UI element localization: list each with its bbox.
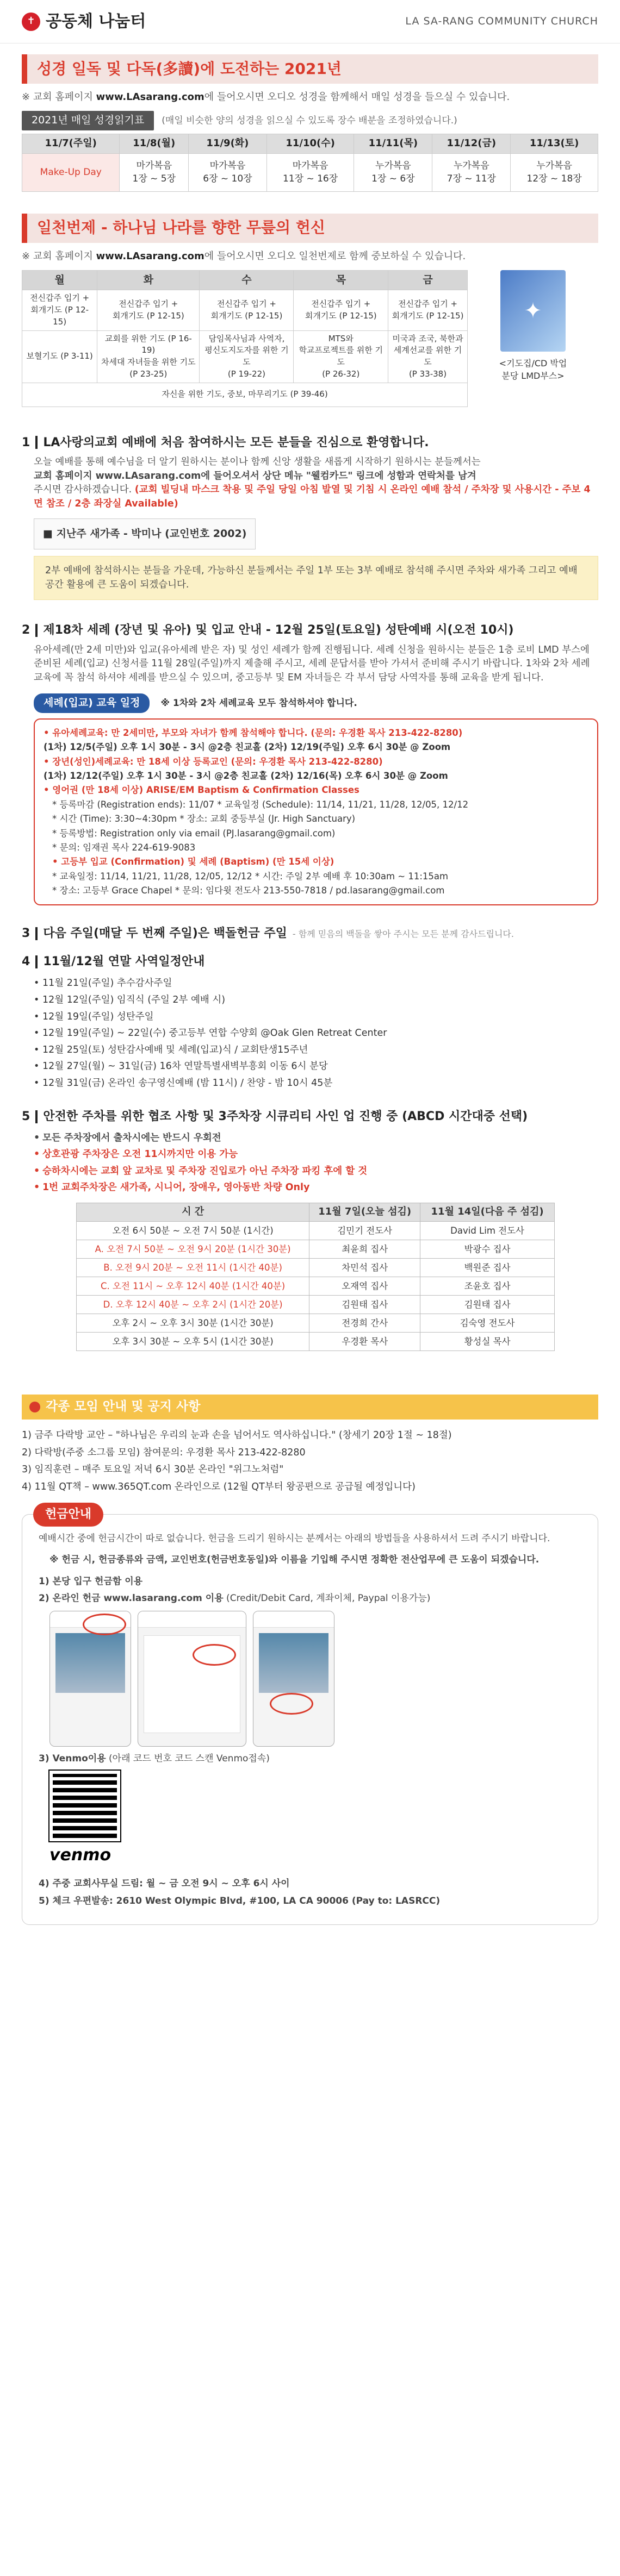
reading-passage: 누가복음 1장 ~ 6장 [354, 153, 432, 191]
security-cell: 조윤호 집사 [420, 1277, 555, 1296]
security-cell: 차민석 집사 [309, 1259, 420, 1277]
bible-reading-title: 성경 일독 및 다독(多讀)에 도전하는 2021년 [37, 59, 342, 78]
baptism-schedule-box [34, 718, 598, 906]
baptism-line: • 영어권 (만 18세 이상) ARISE/EM Baptism & Confirmation Classes [44, 785, 359, 796]
notice-1-text: 오늘 예배를 통해 예수님을 더 알기 원하시는 분이나 함께 신앙 생활을 새롭게 시작하기 원하시는 분들께서는 교회 홈페이지 www.LAsarang.com에 들어오셔서 상단 메뉴 "웰컴카드" 링크에 성함과 연락처를 남겨 주시면 감사하겠습니다. (교회 빌딩내 마스크 착용 및 주일 당일 아침 발열 및 기침 시 온라인 예배 참석 / 주차장 및 사용시간 - 주보 4면 참조 / 2층 좌장실 Available) [34, 457, 591, 509]
offering-method-4: 4) 주중 교회사무실 드림: 월 ~ 금 오전 9시 ~ 오후 6시 사이 [39, 1878, 290, 1889]
offering-tag: 헌금안내 [33, 1503, 103, 1527]
venmo-logo: venmo [49, 1846, 111, 1865]
notice-3: 3 다음 주일(매달 두 번째 주일)은 백돌헌금 주일 - 함께 믿음의 백돌을 쌓아 주시는 모든 분께 감사드립니다. [22, 925, 598, 942]
prayer-cd-caption: <기도집/CD 박업 분당 LMD부스> [499, 358, 567, 381]
site-link-2[interactable]: www.LAsarang.com [96, 250, 204, 262]
notice-1-title: LA사랑의교회 예배에 처음 참여하시는 모든 분들을 진심으로 환영합니다. [43, 435, 429, 449]
prayer-cd [479, 270, 587, 407]
security-cell: 우경환 목사 [309, 1333, 420, 1351]
notice-5: 5 안전한 주차를 위한 협조 사항 및 3주차장 시큐리티 사인 업 진행 중 (ABCD 시간대중 선택) • 모든 주차장에서 출차시에는 반드시 우회전 • 상호관광 주차장은 오전 11시까지만 이용 가능 • 승하차시에는 교회 앞 교차로 및 주차장 진입로가 아닌 주차장 파킹 후에 할 것 • 1번 교회주차장은 새가족, 시니어, 장애우, 영아동반 차량 Only 시 간 11월 7일(오늘 섬김) 11월 14일(다음 주 섬김) 오전 6시 50분 ~ 오전 7시 50분 (1시간) 김민기 전도사 David Lim 전도사 A. 오전 7시 50분 ~ 오전 9시 20분 (1시간 30분) 최윤희 집사 박광수 집사 B. 오전 9시 20분 ~ 오전 11시 (1시간 40분) 차민석 집사 백원준 집사 C. 오전 11시 ~ 오후 12시 40분 (1시간 40분) 오재역 집사 조윤호 집사 D. 오후 12시 40분 ~ 오후 2시 (1시간 20분) 김원태 집사 김원태 집사 오후 2시 ~ 오후 3시 30분 (1시간 30분) 전경희 간사 김숙영 전도사 오후 3시 30분 ~ 오후 5시 (1시간 30분) 우경환 목사 황성실 목사 [22, 1108, 598, 1351]
reading-day: 11/12(금) [432, 134, 511, 153]
notice-2: 2 제18차 세례 (장년 및 유아) 및 입교 안내 - 12월 25일(토요일) 성탄예배 시(오전 10시) 유아세례(만 2세 미만)와 입교(유아세례 받은 자) 및 성인 세례가 함께 진행됩니다. 세례 신청을 원하시는 분들은 1층 로비 LMD 부스에 준비된 세례(입교) 신청서를 11월 28일(주일)까지 제출해 주시고, 세례 문답서를 받아 가셔서 준비해 주시기 바랍니다. 1차와 2차 세례 교육에 꼭 참석 하셔야 세례를 받으실 수 있으며, 중고등부 및 EM 자녀들은 각 부서 담당 사역자를 통해 교육을 받게 됩니다. 세례(입교) 교육 일정 ※ 1차와 2차 세례교육 모두 참석하셔야 합니다. • 유아세례교육: 만 2세미만, 부모와 자녀가 함께 참석해야 합니다. (문의: 우경환 목사 213-422-8280) (1차) 12/5(주일) 오후 1시 30분 - 3시 @2층 친교홀 (2차) 12/19(주일) 오후 6시 30분 @ Zoom • 장년(성인)세례교육: 만 18세 이상 등록교인 (문의: 우경환 목사 213-422-8280) (1차) 12/12(주일) 오후 1시 30분 - 3시 @2층 친교홀 (2차) 12/16(목) 오후 6시 30분 @ Zoom • 영어권 (만 18세 이상) ARISE/EM Baptism & Confirmation Classes * 등록마감 (Registration ends): 11/07 * 교육일정 (Schedule): 11/14, 11/21, 11/28, 12/05, 12/12 * 시간 (Time): 3:30~4:30pm * 장소: 교회 중등부실 (Jr. High Sanctuary) * 등록방법: Registration only via email (PJ.lasarang@gmail.com) * 문의: 임재권 목사 224-619-9083 • 고등부 입교 (Confirmation) 및 세례 (Baptism) (만 15세 이상) * 교육일정: 11/14, 11/21, 11/28, 12/05, 12/12 * 시간: 주일 2부 예배 후 10:30am ~ 11:15am * 장소: 고등부 Grace Chapel * 문의: 임다윗 전도사 213-550-7818 / pd.lasarang@gmail.com [22, 622, 598, 905]
step-screenshot-1 [49, 1611, 131, 1747]
step-screenshot-3 [253, 1611, 334, 1747]
event-item: • 12월 12일(주일) 임직식 (주일 2부 예배 시) [34, 992, 598, 1009]
table-row [77, 1314, 555, 1333]
offering-note: ※ 헌금 시, 헌금종류와 금액, 교인번호(헌금번호동일)와 이름을 기입해 주시면 정확한 전산업무에 큰 도움이 되겠습니다. [49, 1554, 540, 1565]
security-col-header: 11월 7일(오늘 섬김) [309, 1203, 420, 1222]
reading-passage: 누가복음 7장 ~ 11장 [432, 153, 511, 191]
announcements-banner [22, 1395, 598, 1420]
security-cell: 김원태 집사 [309, 1296, 420, 1314]
baptism-line: • 유아세례교육: 만 2세미만, 부모와 자녀가 함께 참석해야 합니다. (문의: 우경환 목사 213-422-8280) [44, 727, 463, 738]
security-cell: C. 오전 11시 ~ 오후 12시 40분 (1시간 40분) [77, 1277, 309, 1296]
event-list [34, 975, 598, 1091]
table-row [77, 1222, 555, 1240]
security-cell: 오재역 집사 [309, 1277, 420, 1296]
prayer-cell: MTS와 학교프로젝트를 위한 기도 (P 26-32) [294, 330, 388, 383]
prayer-day: 목 [294, 270, 388, 290]
service-request-note: 2부 예배에 참석하시는 분들을 가운데, 가능하신 분들께서는 주일 1부 또는 3부 예배로 참석해 주시면 주차와 새가족 그리고 예배 공간 활용에 큰 도움이 되겠습니다. [34, 556, 598, 600]
baptism-line: * 교육일정: 11/14, 11/21, 11/28, 12/05, 12/12 * 시간: 주일 2부 예배 후 10:30am ~ 11:15am [52, 871, 449, 881]
prayer-day: 금 [388, 270, 468, 290]
baptism-line: * 등록방법: Registration only via email (PJ.lasarang@gmail.com) [52, 828, 336, 839]
security-cell: 오후 3시 30분 ~ 오후 5시 (1시간 30분) [77, 1333, 309, 1351]
bible-reading-banner [22, 54, 598, 84]
security-cell: A. 오전 7시 50분 ~ 오전 9시 20분 (1시간 30분) [77, 1240, 309, 1259]
brand-logo [22, 10, 146, 34]
parking-rule: • 모든 주차장에서 출차시에는 반드시 우회전 [34, 1130, 598, 1147]
security-cell: David Lim 전도사 [420, 1222, 555, 1240]
prayer-note: ※ 교회 홈페이지 www.LAsarang.com에 들어오시면 오디오 일천번제로 함께 중보하실 수 있습니다. [22, 250, 466, 262]
bible-reading-note: ※ 교회 홈페이지 www.LAsarang.com에 들어오시면 오디오 성경을 함께해서 매일 성경을 들으실 수 있습니다. [22, 91, 510, 103]
event-item: • 12월 25일(토) 성탄감사예배 및 세례(입교)식 / 교회탄생15주년 [34, 1042, 598, 1059]
prayer-day: 수 [200, 270, 294, 290]
brand-title: 공동체 나눔터 [46, 11, 146, 31]
baptism-line: (1차) 12/12(주일) 오후 1시 30분 - 3시 @2층 친교홀 (2차) 12/16(목) 오후 6시 30분 @ Zoom [44, 770, 448, 781]
event-item: • 12월 19일(주일) 성탄주일 [34, 1009, 598, 1026]
notice-2-text: 유아세례(만 2세 미만)와 입교(유아세례 받은 자) 및 성인 세례가 함께 진행됩니다. 세례 신청을 원하시는 분들은 1층 로비 LMD 부스에 준비된 세례(입교) 신청서를 11월 28일(주일)까지 제출해 주시고, 세례 문답서를 받아 가셔서 준비해 주시기 바랍니다. 1차와 2차 세례 교육에 꼭 참석 하셔야 세례를 받으실 수 있으며, 중고등부 및 EM 자녀들은 각 부서 담당 사역자를 통해 교육을 받게 됩니다. [34, 645, 590, 683]
notice-4-title: 11월/12월 연말 사역일정안내 [43, 955, 205, 969]
security-cell: 백원준 집사 [420, 1259, 555, 1277]
reading-table [22, 134, 598, 192]
prayer-cell: 교회를 위한 기도 (P 16-19) 차세대 자녀들을 위한 기도 (P 23-25) [97, 330, 200, 383]
event-item: • 12월 19일(주일) ~ 22일(수) 중고등부 연합 수양회 @Oak Glen Retreat Center [34, 1025, 598, 1042]
baptism-line: * 시간 (Time): 3:30~4:30pm * 장소: 교회 중등부실 (Jr. High Sanctuary) [52, 814, 356, 824]
parking-rule: • 1번 교회주차장은 새가족, 시니어, 장애우, 영아동반 차량 Only [34, 1179, 598, 1196]
event-item: • 11월 21일(주일) 추수감사주일 [34, 975, 598, 992]
security-cell: 오전 6시 50분 ~ 오전 7시 50분 (1시간) [77, 1222, 309, 1240]
announcement-item: 3) 임직훈련 – 매주 토요일 저녁 6시 30분 온라인 "위그노처럼" [22, 1464, 284, 1475]
prayer-cell: 전신갑주 입기 + 회개기도 (P 12-15) [200, 290, 294, 330]
table-row [77, 1333, 555, 1351]
reading-day: 11/11(목) [354, 134, 432, 153]
baptism-note: ※ 1차와 2차 세례교육 모두 참석하셔야 합니다. [160, 698, 357, 709]
parking-rules [34, 1130, 598, 1197]
security-cell: 김민기 전도사 [309, 1222, 420, 1240]
baptism-schedule-pill: 세례(입교) 교육 일정 [34, 693, 150, 713]
announcement-item: 1) 금주 다락방 교안 – "하나님은 우리의 눈과 손을 넘어서도 역사하십니다." (창세기 20장 1절 ~ 18절) [22, 1430, 452, 1441]
reading-passage: 마가복음 11장 ~ 16장 [266, 153, 354, 191]
church-logo-icon: ✝ [22, 12, 40, 31]
event-item: • 12월 31일(금) 온라인 송구영신예배 (밤 11시) / 찬양 - 밤 10시 45분 [34, 1075, 598, 1092]
notice-1: 1 LA사랑의교회 예배에 처음 참여하시는 모든 분들을 진심으로 환영합니다. 오늘 예배를 통해 예수님을 더 알기 원하시는 분이나 함께 신앙 생활을 새롭게 시작하기 원하시는 분들께서는 교회 홈페이지 www.LAsarang.com에 들어오셔서 상단 메뉴 "웰컴카드" 링크에 성함과 연락처를 남겨 주시면 감사하겠습니다. (교회 빌딩내 마스크 착용 및 주일 당일 아침 발열 및 기침 시 온라인 예배 참석 / 주차장 및 사용시간 - 주보 4면 참조 / 2층 좌장실 Available) ■ 지난주 새가족 - 박미나 (교인번호 2002) 2부 예배에 참석하시는 분들을 가운데, 가능하신 분들께서는 주일 1부 또는 3부 예배로 참석해 주시면 주차와 새가족 그리고 예배 공간 활용에 큰 도움이 되겠습니다. [22, 434, 598, 601]
security-cell: 김숙영 전도사 [420, 1314, 555, 1333]
reading-day: 11/13(토) [511, 134, 598, 153]
offering-method-3: 3) Venmo이용 (아래 코드 번호 코드 스캔 Venmo접속) [39, 1753, 270, 1764]
new-family-box: ■ 지난주 새가족 - 박미나 (교인번호 2002) [34, 518, 256, 550]
prayer-cell: 전신갑주 입기 + 회개기도 (P 12-15) [97, 290, 200, 330]
prayer-cell: 전신갑주 입기 + 회개기도 (P 12-15) [294, 290, 388, 330]
announcement-item: 2) 다락방(주중 소그룹 모임) 참여문의: 우경환 목사 213-422-8280 [22, 1447, 306, 1458]
prayer-day: 월 [22, 270, 97, 290]
prayer-cell: 보혈기도 (P 3-11) [22, 330, 97, 383]
reading-day: 11/9(화) [189, 134, 267, 153]
security-cell: 전경희 간사 [309, 1314, 420, 1333]
table-row [77, 1259, 555, 1277]
parking-rule: • 상호관광 주차장은 오전 11시까지만 이용 가능 [34, 1146, 598, 1163]
offering-screenshots [49, 1611, 581, 1747]
security-cell: B. 오전 9시 20분 ~ 오전 11시 (1시간 40분) [77, 1259, 309, 1277]
prayer-banner [22, 214, 598, 243]
baptism-line: * 장소: 고등부 Grace Chapel * 문의: 임다윗 전도사 213-550-7818 / pd.lasarang@gmail.com [52, 885, 445, 896]
venmo-qr-code[interactable] [49, 1771, 120, 1841]
baptism-line: • 고등부 입교 (Confirmation) 및 세례 (Baptism) (만 15세 이상) [52, 856, 334, 867]
notice-3-title: 다음 주일(매달 두 번째 주일)은 백돌헌금 주일 [43, 927, 287, 941]
parking-rule: • 승하차시에는 교회 앞 교차로 및 주차장 진입로가 아닌 주차장 파킹 후에 할 것 [34, 1163, 598, 1180]
announcement-item: 4) 11월 QT책 – www.365QT.com 온라인으로 (12월 QT부터 왕공편으로 공급될 예정입니다) [22, 1481, 416, 1492]
security-col-header: 시 간 [77, 1203, 309, 1222]
security-cell: 최윤희 집사 [309, 1240, 420, 1259]
reading-passage: 마가복음 6장 ~ 10장 [189, 153, 267, 191]
security-cell: 박광수 집사 [420, 1240, 555, 1259]
site-link[interactable]: www.LAsarang.com [96, 91, 204, 103]
offering-method-2: 2) 온라인 헌금 www.lasarang.com 이용 (Credit/Debit Card, 계좌이체, Paypal 이용가능) [39, 1592, 431, 1604]
event-item: • 12월 27일(월) ~ 31일(금) 16차 연말특별새벽부흥회 이동 6시 분당 [34, 1058, 598, 1075]
security-cell: 황성실 목사 [420, 1333, 555, 1351]
reading-makeup: Make-Up Day [22, 153, 120, 191]
baptism-line: * 등록마감 (Registration ends): 11/07 * 교육일정 (Schedule): 11/14, 11/21, 11/28, 12/05, 12/12 [52, 799, 469, 810]
security-cell: D. 오후 12시 40분 ~ 오후 2시 (1시간 20분) [77, 1296, 309, 1314]
offering-section [22, 1508, 598, 1925]
prayer-cell: 전신갑주 입기 + 회개기도 (P 12-15) [388, 290, 468, 330]
prayer-row-closing: 자신을 위한 기도, 중보, 마무리기도 (P 39-46) [22, 383, 468, 407]
table-row [77, 1296, 555, 1314]
offering-method-5: 5) 체크 우편발송: 2610 West Olympic Blvd, #100, LA CA 90006 (Pay to: LASRCC) [39, 1896, 441, 1907]
prayer-day: 화 [97, 270, 200, 290]
baptism-line: * 문의: 임재권 목사 224-619-9083 [52, 842, 196, 853]
table-row [77, 1240, 555, 1259]
security-table [76, 1203, 555, 1351]
prayer-cell: 담임목사님과 사역자, 평신도지도자를 위한 기도 (P 19-22) [200, 330, 294, 383]
page-header [0, 0, 620, 43]
offering-intro: 예배시간 중에 헌금시간이 따로 없습니다. 헌금을 드리기 원하시는 분께서는 아래의 방법들을 사용하셔서 드려 주시기 바랍니다. [39, 1533, 550, 1545]
table-row [77, 1277, 555, 1296]
step-screenshot-2 [138, 1611, 246, 1747]
reading-day: 11/8(월) [120, 134, 189, 153]
prayer-cell: 전신갑주 입기 + 회개기도 (P 12-15) [22, 290, 97, 330]
offering-method-1: 1) 본당 입구 헌금함 이용 [39, 1576, 143, 1587]
security-col-header: 11월 14일(다음 주 섬김) [420, 1203, 555, 1222]
reading-day: 11/10(수) [266, 134, 354, 153]
security-cell: 김원태 집사 [420, 1296, 555, 1314]
prayer-book-image: ✦ [500, 270, 566, 352]
notice-4: 4 11월/12월 연말 사역일정안내 • 11월 21일(주일) 추수감사주일 • 12월 12일(주일) 임직식 (주일 2부 예배 시) • 12월 19일(주일) 성탄주일 • 12월 19일(주일) ~ 22일(수) 중고등부 연합 수양회 @Oak Glen Retreat Center • 12월 25일(토) 성탄감사예배 및 세례(입교)식 / 교회탄생15주년 • 12월 27일(월) ~ 31일(금) 16차 연말특별새벽부흥회 이동 6시 분당 • 12월 31일(금) 온라인 송구영신예배 (밤 11시) / 찬양 - 밤 10시 45분 [22, 953, 598, 1091]
reading-passage: 마가복음 1장 ~ 5장 [120, 153, 189, 191]
reading-day: 11/7(주일) [22, 134, 120, 153]
prayer-table [22, 270, 468, 407]
security-cell: 오후 2시 ~ 오후 3시 30분 (1시간 30분) [77, 1314, 309, 1333]
reading-passage: 누가복음 12장 ~ 18장 [511, 153, 598, 191]
baptism-line: (1차) 12/5(주일) 오후 1시 30분 - 3시 @2층 친교홀 (2차) 12/19(주일) 오후 6시 30분 @ Zoom [44, 742, 451, 753]
notice-5-title: 안전한 주차를 위한 협조 사항 및 3주차장 시큐리티 사인 업 진행 중 (ABCD 시간대중 선택) [43, 1109, 528, 1123]
announcements-list [22, 1427, 598, 1496]
reading-table-subtitle: (매일 비슷한 양의 성경을 읽으실 수 있도록 장수 배분을 조정하였습니다.) [162, 115, 457, 126]
prayer-title: 일천번제 - 하나님 나라를 향한 무릎의 헌신 [37, 218, 325, 237]
announcements-title: 각종 모임 안내 및 공지 사항 [46, 1399, 201, 1414]
notice-2-title: 제18차 세례 (장년 및 유아) 및 입교 안내 - 12월 25일(토요일) 성탄예배 시(오전 10시) [43, 623, 514, 637]
reading-table-tag: 2021년 매일 성경읽기표 [22, 111, 154, 130]
prayer-cell: 미국과 조국, 북한과 세계선교를 위한 기도 (P 33-38) [388, 330, 468, 383]
church-name: LA SA-RANG COMMUNITY CHURCH [405, 15, 598, 27]
bullet-dot-icon [29, 1402, 40, 1412]
baptism-line: • 장년(성인)세례교육: 만 18세 이상 등록교인 (문의: 우경환 목사 213-422-8280) [44, 756, 383, 767]
